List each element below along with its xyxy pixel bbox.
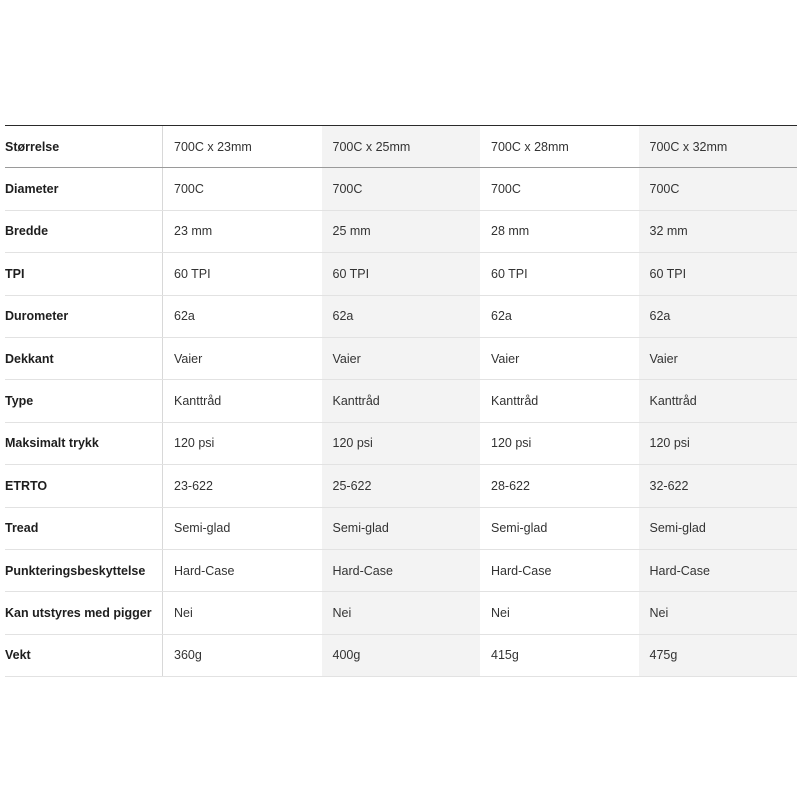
- header-size-23mm: 700C x 23mm: [174, 139, 252, 154]
- table-row: [5, 465, 797, 507]
- header-size-32mm: 700C x 32mm: [639, 126, 798, 167]
- table-cell: 120 psi: [491, 436, 532, 451]
- table-cell: 25-622: [322, 465, 481, 506]
- row-label: Tread: [5, 508, 163, 549]
- row-label: Bredde: [5, 211, 163, 252]
- table-row: [5, 296, 797, 338]
- table-cell: 700C: [174, 182, 204, 197]
- table-cell: 60 TPI: [639, 253, 798, 294]
- table-cell: Vaier: [639, 338, 798, 379]
- table-cell: Semi-glad: [322, 508, 481, 549]
- table-cell: Nei: [491, 605, 510, 620]
- row-label: Punkteringsbeskyttelse: [5, 550, 163, 591]
- table-row: [5, 380, 797, 422]
- row-label: Diameter: [5, 168, 163, 209]
- table-cell: 60 TPI: [491, 266, 528, 281]
- table-row: [5, 168, 797, 210]
- table-row: [5, 635, 797, 677]
- table-cell: 120 psi: [322, 423, 481, 464]
- table-cell: Vaier: [322, 338, 481, 379]
- table-cell: Vaier: [491, 351, 520, 366]
- table-cell: 23 mm: [174, 224, 213, 239]
- table-cell: 700C: [639, 168, 798, 209]
- header-size-25mm: 700C x 25mm: [322, 126, 481, 167]
- table-cell: Semi-glad: [174, 521, 231, 536]
- table-cell: 32 mm: [639, 211, 798, 252]
- row-label: TPI: [5, 253, 163, 294]
- row-label: Type: [5, 380, 163, 421]
- row-label: Dekkant: [5, 338, 163, 379]
- table-row: [5, 338, 797, 380]
- table-cell: Hard-Case: [174, 563, 235, 578]
- table-row: [5, 508, 797, 550]
- table-row: [5, 592, 797, 634]
- table-cell: 700C: [322, 168, 481, 209]
- table-cell: 415g: [491, 648, 519, 663]
- header-size-28mm: 700C x 28mm: [491, 139, 569, 154]
- table-cell: Kanttråd: [174, 394, 222, 409]
- spec-table: [5, 125, 797, 677]
- row-label: ETRTO: [5, 465, 163, 506]
- table-cell: 60 TPI: [174, 266, 211, 281]
- table-cell: 25 mm: [322, 211, 481, 252]
- table-cell: 23-622: [174, 478, 213, 493]
- table-cell: Hard-Case: [322, 550, 481, 591]
- table-cell: 32-622: [639, 465, 798, 506]
- table-cell: Kanttråd: [639, 380, 798, 421]
- table-cell: Semi-glad: [491, 521, 548, 536]
- table-cell: 120 psi: [174, 436, 215, 451]
- table-cell: 120 psi: [639, 423, 798, 464]
- row-label: Maksimalt trykk: [5, 423, 163, 464]
- table-cell: 62a: [174, 309, 195, 324]
- table-cell: 700C: [491, 182, 521, 197]
- table-cell: 360g: [174, 648, 202, 663]
- table-header-row: [5, 126, 797, 168]
- table-cell: 62a: [639, 296, 798, 337]
- table-cell: Vaier: [174, 351, 203, 366]
- table-cell: 62a: [491, 309, 512, 324]
- table-cell: Hard-Case: [639, 550, 798, 591]
- table-cell: Kanttråd: [322, 380, 481, 421]
- table-row: [5, 423, 797, 465]
- table-cell: 28 mm: [491, 224, 530, 239]
- table-cell: 475g: [639, 635, 798, 676]
- table-cell: Kanttråd: [491, 394, 539, 409]
- table-cell: Nei: [174, 605, 193, 620]
- table-cell: Nei: [322, 592, 481, 633]
- table-cell: 28-622: [491, 478, 530, 493]
- row-label: Kan utstyres med pigger: [5, 592, 163, 633]
- table-row: [5, 253, 797, 295]
- row-label: Durometer: [5, 296, 163, 337]
- table-cell: 62a: [322, 296, 481, 337]
- table-row: [5, 550, 797, 592]
- table-cell: 400g: [322, 635, 481, 676]
- header-label-size: Størrelse: [5, 126, 163, 167]
- table-cell: 60 TPI: [322, 253, 481, 294]
- table-row: [5, 211, 797, 253]
- table-cell: Semi-glad: [639, 508, 798, 549]
- row-label: Vekt: [5, 635, 163, 676]
- table-cell: Hard-Case: [491, 563, 552, 578]
- table-cell: Nei: [639, 592, 798, 633]
